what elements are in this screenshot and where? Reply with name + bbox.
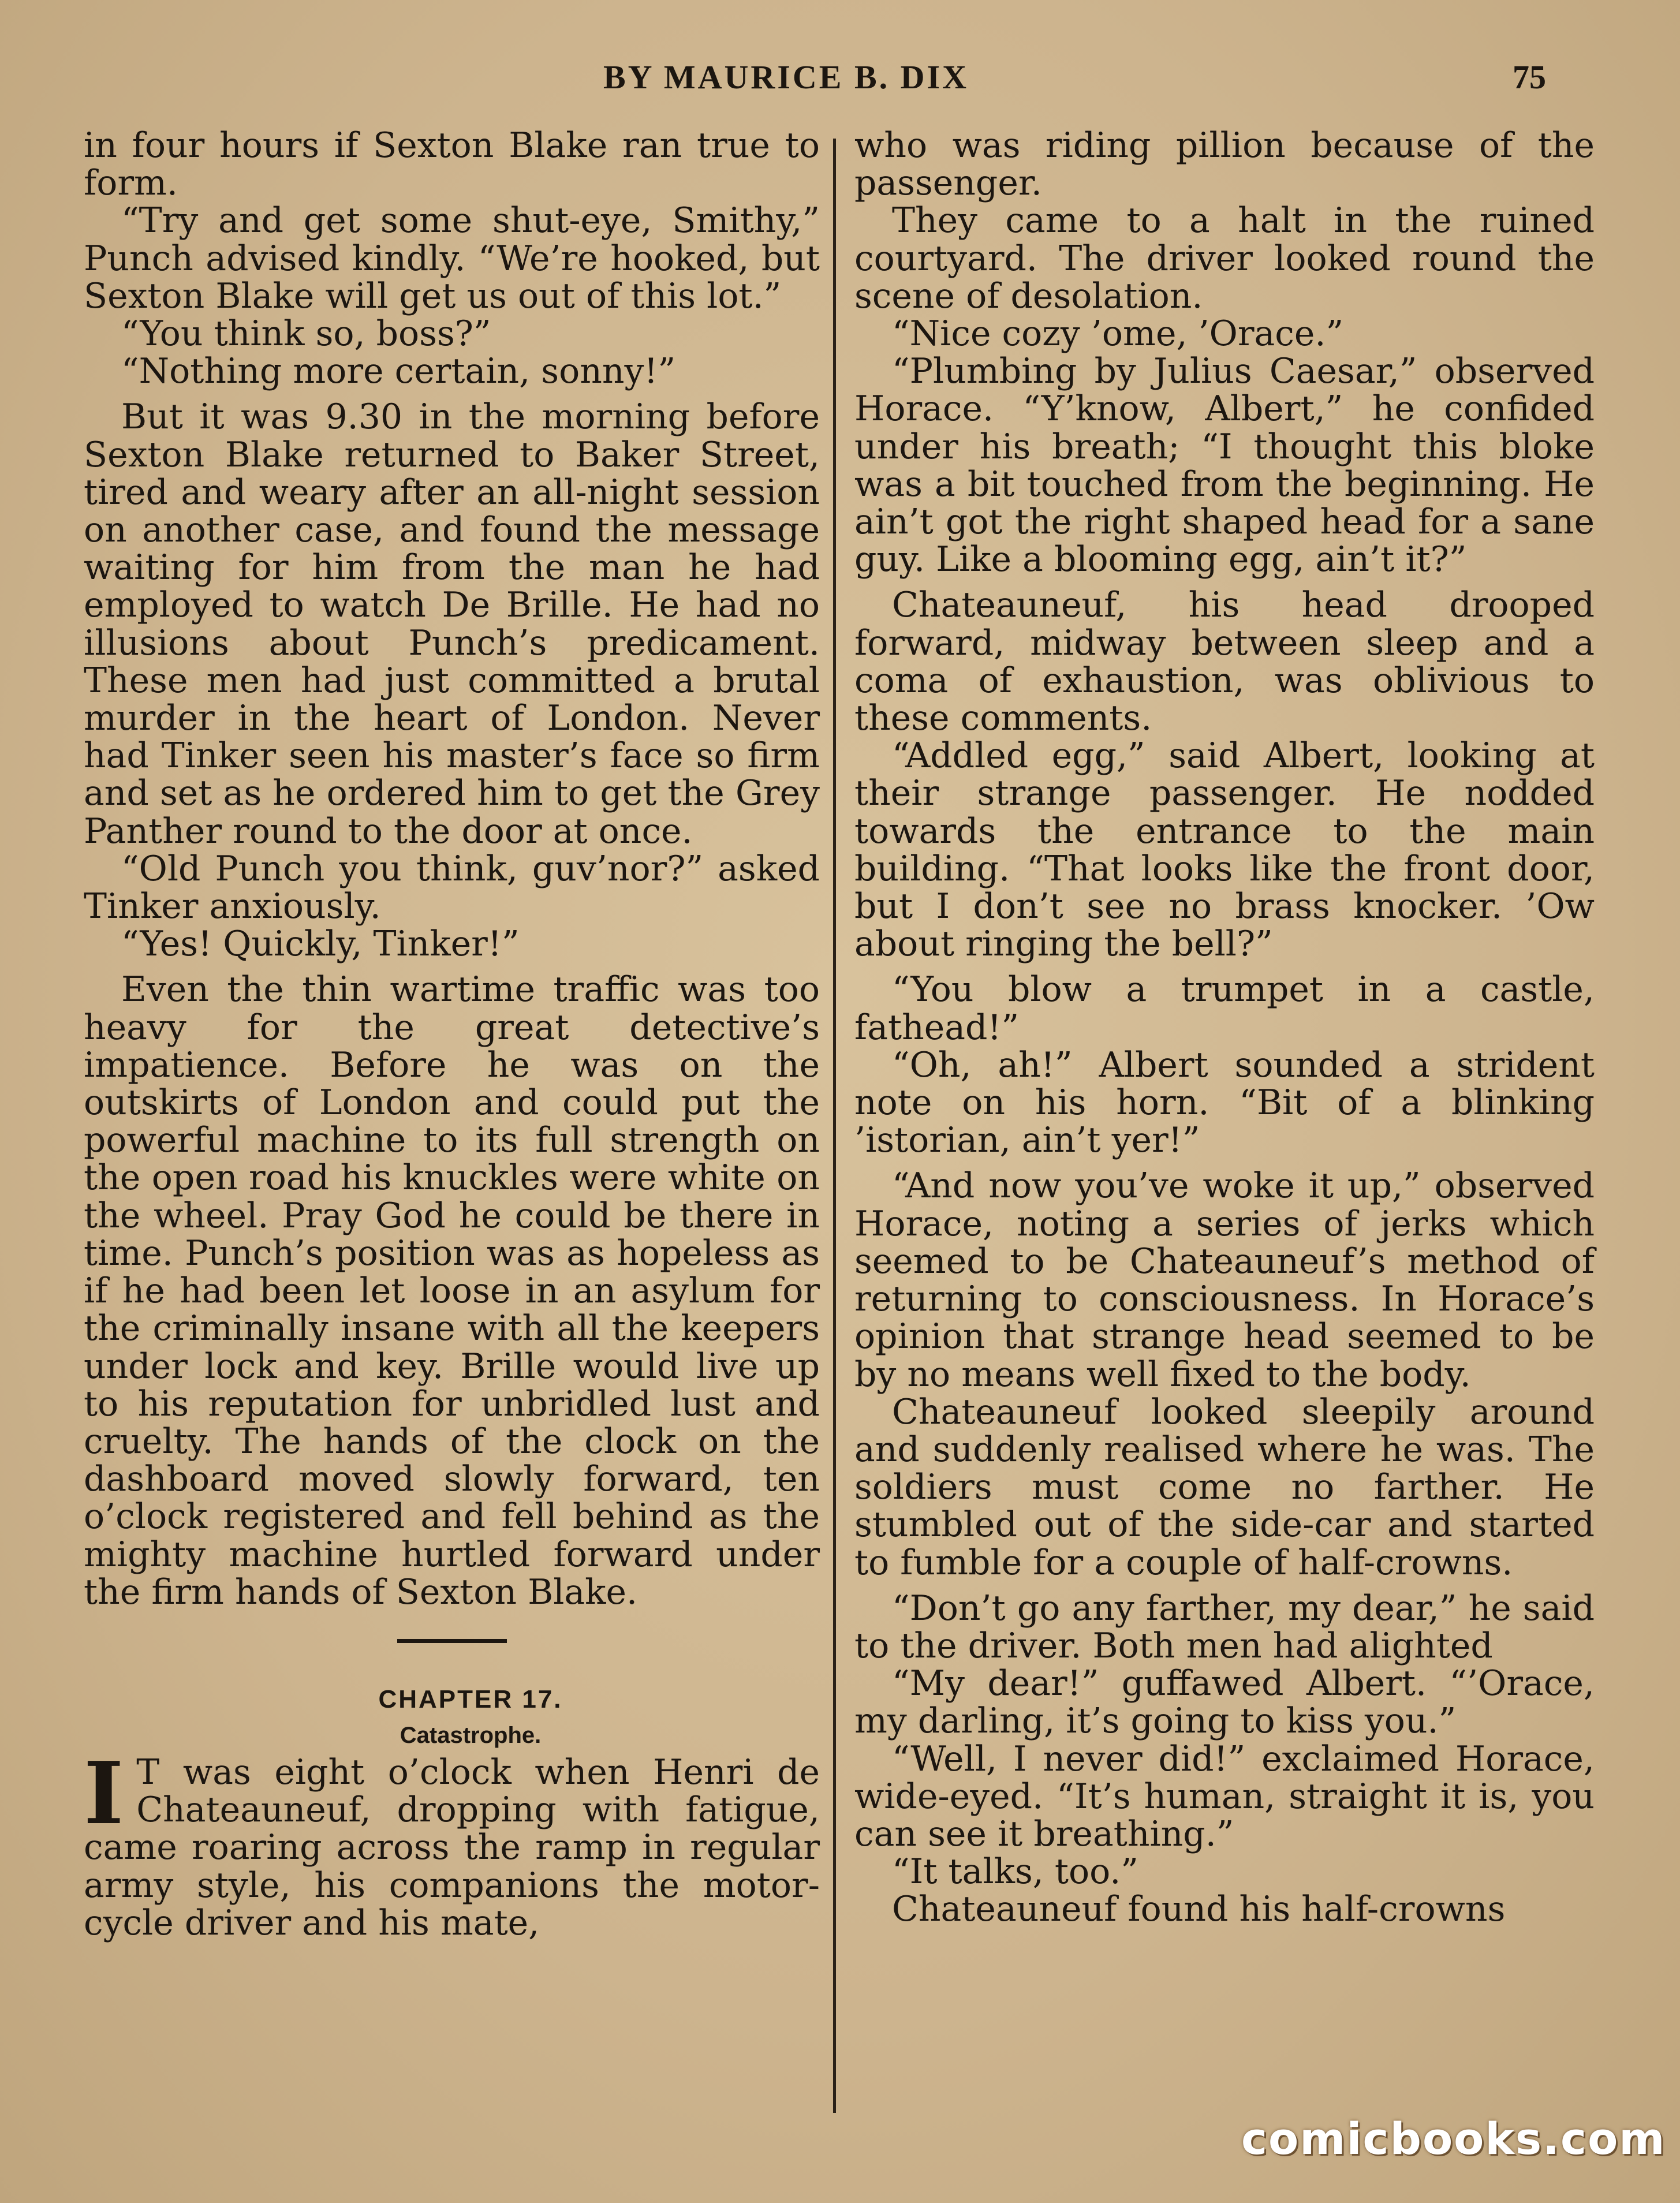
paragraph: “Nothing more certain, sonny!” <box>121 351 676 392</box>
section-divider <box>397 1639 507 1643</box>
paragraph: “Well, I never did!” exclaimed Horace, wide-eyed. “It’s human, straight it is, you can see it breathing.” <box>854 1738 1595 1854</box>
left-column <box>84 127 820 1942</box>
paragraph: “And now you’ve woke it up,” observed Horace, noting a series of jerks which seemed to be Chateauneuf’s method of returning to consciousness. In Horace’s opinion that strange head seemed to be by no means well fixed to the body. <box>854 1166 1595 1395</box>
paragraph: Even the thin wartime traffic was too heavy for the great detective’s impatience. Before he was on the outskirts of London and could put the powerful machine to its full strength on the open road his knuckles were white on the wheel. Pray God he could be there in time. Punch’s position was as hopeless as if he had been let loose in an asylum for the criminally insane with all the keepers under lock and key. Brille would live up to his reputation for unbridled lust and cruelty. The hands of the clock on the dashboard moved slowly forward, ten o’clock registered and fell behind as the mighty machine hurtled forward under the firm hands of Sexton Blake. <box>84 969 820 1612</box>
drop-cap: I <box>84 1742 124 1843</box>
paragraph: in four hours if Sexton Blake ran true to form. <box>84 125 820 204</box>
paragraph: “Addled egg,” said Albert, looking at their strange passenger. He nodded towards the entrance to the main building. “That looks like the front door, but I don’t see no brass knocker. ’Ow about ringing the bell?” <box>854 735 1595 965</box>
paragraph: “You think so, boss?” <box>121 313 491 354</box>
paragraph: “Plumbing by Julius Caesar,” observed Horace. “Y’know, Albert,” he confided under his breath; “I thought this bloke was a bit touched from the beginning. He ain’t got the right shaped head for a sane guy. Like a blooming egg, ain’t it?” <box>854 351 1595 580</box>
paragraph: who was riding pillion because of the passenger. <box>854 125 1595 204</box>
running-head-title: BY MAURICE B. DIX <box>603 58 969 96</box>
column-divider <box>833 139 836 2113</box>
chapter-opening-text: T was eight o’clock when Henri de Chateauneuf, dropping with fatigue, came roaring across the ramp in regular army style, his companions the motor-cycle driver and his mate, <box>84 1752 820 1943</box>
paragraph: “Don’t go any farther, my dear,” he said to the driver. Both men had alighted <box>854 1588 1595 1666</box>
paragraph: They came to a halt in the ruined courtyard. The driver looked round the scene of desolation. <box>854 200 1595 316</box>
chapter-opening-paragraph <box>84 1742 820 1943</box>
paragraph: “Nice cozy ’ome, ’Orace.” <box>892 313 1344 354</box>
paragraph: Chateauneuf looked sleepily around and suddenly realised where he was. The soldiers must come no farther. He stumbled out of the side-car and started to fumble for a couple of half-crowns. <box>854 1391 1595 1583</box>
paragraph: Chateauneuf found his half-crowns <box>892 1889 1506 1930</box>
watermark-logo: comicbooks.com <box>1241 2113 1666 2164</box>
page-number: 75 <box>1513 58 1546 96</box>
paragraph: “Yes! Quickly, Tinker!” <box>121 924 520 965</box>
right-column <box>854 127 1595 1929</box>
chapter-heading: CHAPTER 17. <box>378 1685 563 1713</box>
running-head <box>0 58 1680 104</box>
paragraph: “It talks, too.” <box>892 1851 1138 1892</box>
paragraph: “Try and get some shut-eye, Smithy,” Punch advised kindly. “We’re hooked, but Sexton Blake will get us out of this lot.” <box>84 200 820 316</box>
paragraph: Chateauneuf, his head drooped forward, midway between sleep and a coma of exhaustion, was oblivious to these comments. <box>854 585 1595 739</box>
paragraph: “My dear!” guffawed Albert. “’Orace, my darling, it’s going to kiss you.” <box>854 1663 1595 1742</box>
chapter-subtitle: Catastrophe. <box>400 1722 542 1748</box>
paragraph: But it was 9.30 in the morning before Sexton Blake returned to Baker Street, tired and weary after an all-night session on another case, and found the message waiting for him from the man he had employed to watch De Brille. He had no illusions about Punch’s predicament. These men had just committed a brutal murder in the heart of London. Never had Tinker seen his master’s face so firm and set as he ordered him to get the Grey Panther round to the door at once. <box>84 397 820 852</box>
paragraph: “Old Punch you think, guv’nor?” asked Tinker anxiously. <box>84 848 820 927</box>
paragraph: “Oh, ah!” Albert sounded a strident note on his horn. “Bit of a blinking ’istorian, ain’t yer!” <box>854 1044 1595 1161</box>
paragraph: “You blow a trumpet in a castle, fathead!” <box>854 969 1595 1048</box>
